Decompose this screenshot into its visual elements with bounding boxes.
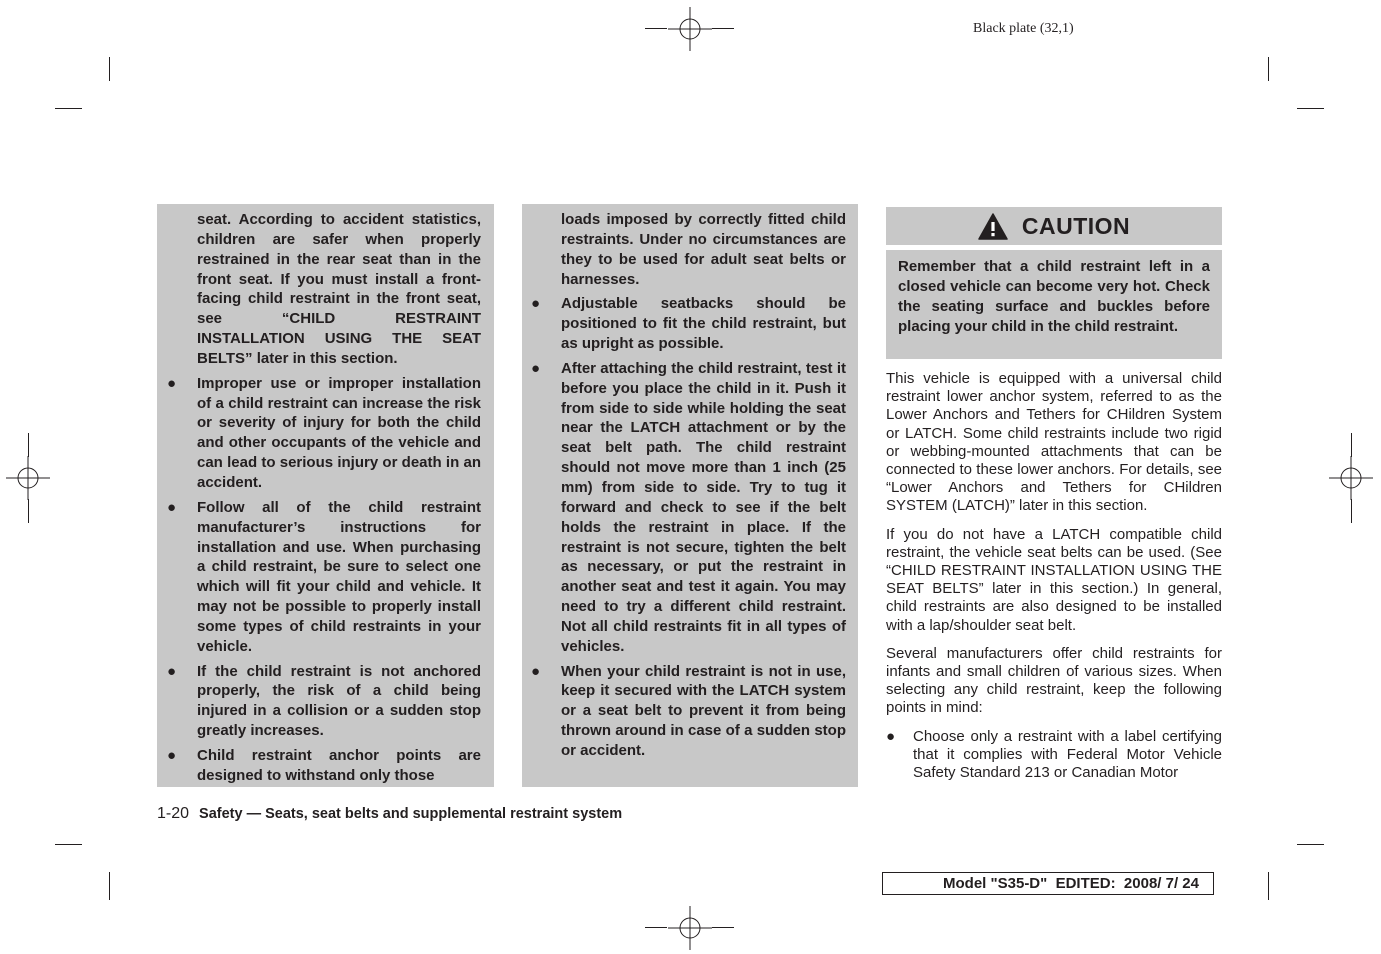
registration-mark-icon (668, 7, 712, 51)
warning-bullet-list (167, 374, 481, 786)
crop-mark (55, 844, 82, 845)
crop-mark (1268, 57, 1269, 81)
caution-title: CAUTION (1021, 212, 1131, 239)
list-item: ● Child restraint anchor points are designed to withstand only those (167, 746, 481, 784)
crop-mark (645, 28, 667, 29)
bullet-icon: ● (167, 746, 177, 764)
registration-mark-icon (1329, 456, 1373, 500)
warning-lead-text: seat. According to accident statistics, children are safer when properly restrained in the rear seat than in the front seat. If you must install a front-facing child restraint in the front seat, see “CHILD RESTRAINT INSTALLATION USING THE SEAT BELTS” later in this section. (197, 211, 481, 367)
crop-mark (28, 433, 29, 457)
body-text-right (886, 370, 1222, 782)
list-item: ● Follow all of the child restraint manufacturer’s instructions for installation and use. When purchasing a child restraint, be sure to select one which will fit your child and vehicle. It may not be possible to properly install some types of child restraints in your vehicle. (167, 498, 481, 655)
warning-panel-left (157, 204, 494, 787)
caution-header (886, 207, 1222, 245)
crop-mark (1351, 499, 1352, 523)
registration-mark-icon (6, 456, 50, 500)
crop-mark (109, 57, 110, 81)
crop-mark (712, 927, 734, 928)
bullet-list (886, 728, 1222, 783)
model-edit-box: Model "S35-D" EDITED: 2008/ 7/ 24 (882, 872, 1214, 895)
warning-lead-text: loads imposed by correctly fitted child restraints. Under no circumstances are they to be used for adult seat belts or harnesses. (561, 211, 846, 288)
section-title: Safety — Seats, seat belts and supplemental restraint system (199, 806, 623, 822)
warning-triangle-icon (978, 213, 1008, 240)
list-item: ● If the child restraint is not anchored properly, the risk of a child being injured in a collision or a sudden stop greatly increases. (167, 662, 481, 740)
plate-label: Black plate (32,1) (973, 21, 1074, 36)
warning-bullet-list (531, 294, 846, 760)
bullet-icon: ● (167, 374, 177, 392)
list-item: ● Adjustable seatbacks should be positioned to fit the child restraint, but as upright as possible. (531, 295, 846, 353)
bullet-icon: ● (531, 295, 541, 313)
crop-mark (712, 28, 734, 29)
bullet-icon: ● (167, 662, 177, 680)
registration-mark-icon (668, 906, 712, 950)
bullet-icon: ● (167, 498, 177, 516)
page-number: 1-20 (157, 805, 190, 822)
crop-mark (1297, 108, 1324, 109)
crop-mark (1351, 433, 1352, 457)
caution-text: Remember that a child restraint left in a closed vehicle can become very hot. Check the seating surface and buckles before placing your child in the child restraint. (886, 250, 1222, 359)
bullet-icon: ● (531, 359, 541, 377)
paragraph: If you do not have a LATCH compatible child restraint, the vehicle seat belts can be used. (See “CHILD RESTRAINT INSTALLATION USING THE SEAT BELTS” later in this section.) In general, child restraints are also designed to be installed with a lap/shoulder seat belt. (886, 525, 1222, 634)
list-item: ● After attaching the child restraint, test it before you place the child in it. Push it from side to side while holding the seat near the LATCH attachment or by the seat belt path. The child restraint should not move more than 1 inch (25 mm) from side to side. Try to tug it forward and check to see if the belt holds the restraint in place. If the restraint is not secure, tighten the belt as necessary, or put the restraint in another seat and test it again. You may need to try a different child restraint. Not all child restraints fit in all types of vehicles. (531, 359, 846, 655)
list-item: ● Choose only a restraint with a label certifying that it complies with Federal Motor Vehicle Safety Standard 213 or Canadian Motor (886, 727, 1222, 782)
crop-mark (28, 499, 29, 523)
crop-mark (645, 927, 667, 928)
page-footer (157, 805, 622, 823)
list-item: ● When your child restraint is not in use, keep it secured with the LATCH system or a seat belt to prevent it from being thrown around in case of a sudden stop or accident. (531, 662, 846, 759)
crop-mark (109, 872, 110, 900)
bullet-icon: ● (531, 662, 541, 680)
bullet-icon: ● (886, 727, 896, 745)
warning-panel-middle (522, 204, 858, 787)
crop-mark (1297, 844, 1324, 845)
crop-mark (55, 108, 82, 109)
crop-mark (1268, 872, 1269, 900)
paragraph: This vehicle is equipped with a universal child restraint lower anchor system, referred to as the Lower Anchors and Tethers for CHildren System or LATCH. Some child restraints include two rigid or webbing-mounted attachments that can be connected to these lower anchors. For details, see “Lower Anchors and Tethers for CHildren SYSTEM (LATCH)” later in this section. (886, 370, 1222, 515)
list-item: ● Improper use or improper installation of a child restraint can increase the risk or severity of injury for both the child and other occupants of the vehicle and can lead to serious injury or death in an accident. (167, 374, 481, 491)
paragraph: Several manufacturers offer child restraints for infants and small children of various sizes. When selecting any child restraint, keep the following points in mind: (886, 644, 1222, 717)
